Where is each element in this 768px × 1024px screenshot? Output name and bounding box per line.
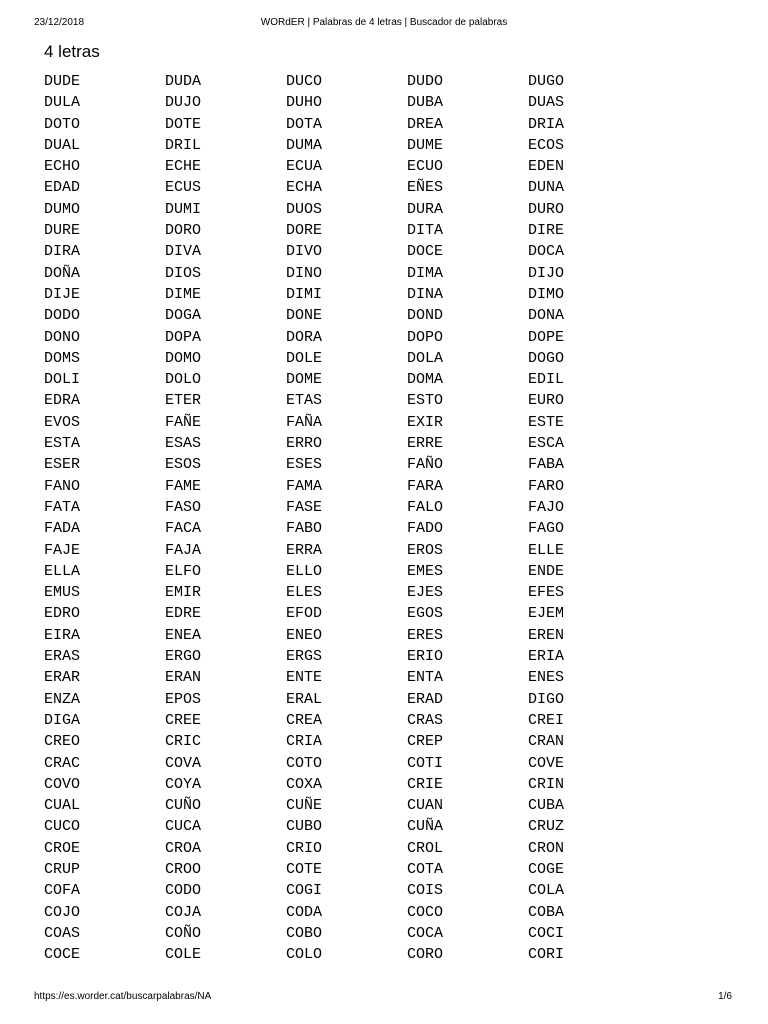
word-cell: DUBA: [407, 94, 444, 112]
word-cell: EIRA: [44, 626, 81, 644]
word-cell: DOMA: [407, 371, 444, 389]
word-cell: CUAN: [407, 797, 444, 815]
word-cell: FASO: [165, 498, 202, 516]
word-cell: ESCA: [528, 435, 565, 453]
word-cell: DORA: [286, 328, 323, 346]
word-cell: DOLO: [165, 371, 202, 389]
word-cell: DOLI: [44, 371, 81, 389]
word-cell: EXIR: [407, 413, 444, 431]
word-cell: COYA: [165, 775, 202, 793]
word-cell: ECUO: [407, 158, 444, 176]
word-cell: ERIO: [407, 648, 444, 666]
word-cell: DIMO: [528, 285, 565, 303]
word-cell: CRIC: [165, 733, 202, 751]
word-cell: FANO: [44, 477, 81, 495]
word-cell: DIVA: [165, 243, 202, 261]
word-cell: DOME: [286, 371, 323, 389]
word-cell: DIOS: [165, 264, 202, 282]
word-cell: DUJO: [165, 94, 202, 112]
word-cell: DITA: [407, 222, 444, 240]
word-cell: FAJA: [165, 541, 202, 559]
word-cell: CRAN: [528, 733, 565, 751]
word-cell: ETAS: [286, 392, 323, 410]
word-cell: ECUS: [165, 179, 202, 197]
word-cell: ELLA: [44, 562, 81, 580]
word-cell: DUNA: [528, 179, 565, 197]
word-cell: ERAR: [44, 669, 81, 687]
word-cell: DUME: [407, 136, 444, 154]
word-cell: ESOS: [165, 456, 202, 474]
word-cell: COVA: [165, 754, 202, 772]
word-cell: DREA: [407, 115, 444, 133]
word-cell: DIGO: [528, 690, 565, 708]
word-cell: DUMI: [165, 200, 202, 218]
word-cell: EFES: [528, 584, 565, 602]
word-cell: COLO: [286, 946, 323, 964]
word-cell: DIME: [165, 285, 202, 303]
word-cell: CRON: [528, 839, 565, 857]
word-cell: DRIA: [528, 115, 565, 133]
print-header: [0, 17, 768, 31]
word-cell: CODA: [286, 903, 323, 921]
word-cell: FARO: [528, 477, 565, 495]
word-cell: DUOS: [286, 200, 323, 218]
word-cell: ENTA: [407, 669, 444, 687]
word-cell: CRIA: [286, 733, 323, 751]
word-cell: ELLE: [528, 541, 565, 559]
word-cell: DUDA: [165, 73, 202, 90]
word-cell: DURA: [407, 200, 444, 218]
word-cell: DRIL: [165, 136, 202, 154]
word-cell: DODO: [44, 307, 81, 325]
word-cell: CORI: [528, 946, 565, 964]
word-cell: FABO: [286, 520, 323, 538]
word-cell: DONA: [528, 307, 565, 325]
word-cell: COCO: [407, 903, 444, 921]
word-cell: CUAL: [44, 797, 81, 815]
word-cell: COÑO: [165, 924, 202, 942]
word-cell: DOPA: [165, 328, 202, 346]
word-cell: COFA: [44, 882, 81, 900]
word-cell: COGI: [286, 882, 323, 900]
word-cell: EMES: [407, 562, 444, 580]
word-cell: DOND: [407, 307, 444, 325]
word-cell: ERRE: [407, 435, 444, 453]
word-cell: DORE: [286, 222, 323, 240]
word-cell: CRUP: [44, 860, 81, 878]
word-cell: COVO: [44, 775, 81, 793]
word-cell: FAME: [165, 477, 202, 495]
word-cell: DUGO: [528, 73, 565, 90]
word-cell: EDRA: [44, 392, 81, 410]
word-cell: COVE: [528, 754, 565, 772]
print-title: WORdER | Palabras de 4 letras | Buscador de palabras: [260, 17, 508, 28]
word-cell: DOTE: [165, 115, 202, 133]
word-cell: ELLO: [286, 562, 323, 580]
word-cell: EJEM: [528, 605, 565, 623]
word-cell: ESES: [286, 456, 323, 474]
word-cell: DIMI: [286, 285, 323, 303]
word-cell: ESTA: [44, 435, 81, 453]
word-cell: EDIL: [528, 371, 565, 389]
word-cell: FACA: [165, 520, 202, 538]
word-cell: CREO: [44, 733, 81, 751]
word-cell: FATA: [44, 498, 81, 516]
word-cell: DOMS: [44, 349, 81, 367]
word-cell: CROA: [165, 839, 202, 857]
word-cell: CROL: [407, 839, 444, 857]
word-cell: ENDE: [528, 562, 565, 580]
word-cell: DURE: [44, 222, 81, 240]
word-cell: CROE: [44, 839, 81, 857]
word-cell: COCA: [407, 924, 444, 942]
word-cell: ECHE: [165, 158, 202, 176]
word-cell: ENTE: [286, 669, 323, 687]
word-cell: EREN: [528, 626, 565, 644]
word-cell: DIVO: [286, 243, 323, 261]
word-cell: DOGA: [165, 307, 202, 325]
word-cell: COGE: [528, 860, 565, 878]
word-cell: COCI: [528, 924, 565, 942]
word-cell: COTA: [407, 860, 444, 878]
word-cell: CRAS: [407, 711, 444, 729]
word-cell: CRIE: [407, 775, 444, 793]
word-cell: EMIR: [165, 584, 202, 602]
word-cell: CUCA: [165, 818, 202, 836]
word-cell: CREP: [407, 733, 444, 751]
word-cell: ELFO: [165, 562, 202, 580]
word-cell: DIJO: [528, 264, 565, 282]
word-cell: DOCE: [407, 243, 444, 261]
word-cell: DUCO: [286, 73, 323, 90]
word-cell: ERES: [407, 626, 444, 644]
word-cell: EFOD: [286, 605, 323, 623]
word-cell: DOÑA: [44, 264, 81, 282]
word-cell: CRIN: [528, 775, 565, 793]
word-cell: EJES: [407, 584, 444, 602]
word-cell: ESER: [44, 456, 81, 474]
word-cell: ENEA: [165, 626, 202, 644]
word-cell: FABA: [528, 456, 565, 474]
word-cell: COAS: [44, 924, 81, 942]
word-cell: DUAS: [528, 94, 565, 112]
word-cell: FAGO: [528, 520, 565, 538]
word-cell: CREE: [165, 711, 202, 729]
word-cell: ENZA: [44, 690, 81, 708]
word-cell: ERRO: [286, 435, 323, 453]
word-cell: EMUS: [44, 584, 81, 602]
word-cell: DOMO: [165, 349, 202, 367]
word-cell: ESTO: [407, 392, 444, 410]
word-cell: ESTE: [528, 413, 565, 431]
word-cell: ERAS: [44, 648, 81, 666]
word-cell: COBO: [286, 924, 323, 942]
word-cell: EÑES: [407, 179, 444, 197]
word-cell: FAÑO: [407, 456, 444, 474]
word-cell: CREA: [286, 711, 323, 729]
word-cell: EGOS: [407, 605, 444, 623]
print-url: https://es.worder.cat/buscarpalabras/NA: [34, 991, 212, 1002]
word-cell: DIRE: [528, 222, 565, 240]
page-number: 1/6: [718, 991, 732, 1002]
word-cell: DOPE: [528, 328, 565, 346]
word-cell: FAMA: [286, 477, 323, 495]
word-cell: ERIA: [528, 648, 565, 666]
word-cell: COTI: [407, 754, 444, 772]
word-cell: COTO: [286, 754, 323, 772]
word-cell: CUCO: [44, 818, 81, 836]
word-cell: FAJO: [528, 498, 565, 516]
word-cell: EDRO: [44, 605, 81, 623]
word-cell: DUMO: [44, 200, 81, 218]
word-cell: CUÑE: [286, 797, 323, 815]
word-cell: CUÑA: [407, 818, 444, 836]
print-footer: [0, 991, 768, 1005]
word-cell: CUBA: [528, 797, 565, 815]
word-cell: ESAS: [165, 435, 202, 453]
word-cell: DUDE: [44, 73, 81, 90]
word-cell: EDEN: [528, 158, 565, 176]
word-cell: CRIO: [286, 839, 323, 857]
word-cell: ENES: [528, 669, 565, 687]
page-heading: 4 letras: [44, 42, 100, 61]
word-cell: DUAL: [44, 136, 81, 154]
word-cell: CREI: [528, 711, 565, 729]
word-cell: COIS: [407, 882, 444, 900]
word-cell: FALO: [407, 498, 444, 516]
word-cell: FADO: [407, 520, 444, 538]
word-cell: CRAC: [44, 754, 81, 772]
word-cell: DOLA: [407, 349, 444, 367]
word-cell: ERRA: [286, 541, 323, 559]
word-cell: DONE: [286, 307, 323, 325]
word-cell: DOGO: [528, 349, 565, 367]
word-cell: EDRE: [165, 605, 202, 623]
word-grid: [44, 71, 664, 965]
word-cell: DOTA: [286, 115, 323, 133]
word-cell: COCE: [44, 946, 81, 964]
word-cell: ERAN: [165, 669, 202, 687]
word-cell: DULA: [44, 94, 81, 112]
word-cell: FAÑA: [286, 413, 323, 431]
word-cell: EURO: [528, 392, 565, 410]
word-cell: FAÑE: [165, 413, 202, 431]
word-cell: FASE: [286, 498, 323, 516]
word-cell: DOTO: [44, 115, 81, 133]
word-cell: FARA: [407, 477, 444, 495]
word-cell: ECOS: [528, 136, 565, 154]
word-cell: ENEO: [286, 626, 323, 644]
word-cell: EPOS: [165, 690, 202, 708]
word-cell: COLA: [528, 882, 565, 900]
word-cell: DINO: [286, 264, 323, 282]
word-cell: COJO: [44, 903, 81, 921]
word-cell: CUÑO: [165, 797, 202, 815]
word-cell: CORO: [407, 946, 444, 964]
word-cell: EVOS: [44, 413, 81, 431]
word-cell: COLE: [165, 946, 202, 964]
word-cell: DORO: [165, 222, 202, 240]
word-cell: FAJE: [44, 541, 81, 559]
word-cell: ECHO: [44, 158, 81, 176]
word-cell: COTE: [286, 860, 323, 878]
word-cell: DOLE: [286, 349, 323, 367]
word-cell: CODO: [165, 882, 202, 900]
word-cell: FADA: [44, 520, 81, 538]
word-cell: COJA: [165, 903, 202, 921]
word-cell: COBA: [528, 903, 565, 921]
word-cell: ECHA: [286, 179, 323, 197]
word-cell: EROS: [407, 541, 444, 559]
word-cell: ECUA: [286, 158, 323, 176]
word-cell: DINA: [407, 285, 444, 303]
word-cell: DOPO: [407, 328, 444, 346]
word-cell: DURO: [528, 200, 565, 218]
word-cell: EDAD: [44, 179, 81, 197]
word-cell: ETER: [165, 392, 202, 410]
word-cell: CROO: [165, 860, 202, 878]
word-cell: ERGO: [165, 648, 202, 666]
word-cell: DIMA: [407, 264, 444, 282]
word-cell: ERAL: [286, 690, 323, 708]
word-cell: DUDO: [407, 73, 444, 90]
word-cell: CRUZ: [528, 818, 565, 836]
word-cell: DUHO: [286, 94, 323, 112]
word-cell: DIRA: [44, 243, 81, 261]
word-cell: ERGS: [286, 648, 323, 666]
word-cell: ERAD: [407, 690, 444, 708]
word-cell: DONO: [44, 328, 81, 346]
word-cell: DIJE: [44, 285, 81, 303]
word-cell: CUBO: [286, 818, 323, 836]
word-cell: DUMA: [286, 136, 323, 154]
print-date: 23/12/2018: [34, 17, 85, 28]
word-cell: DIGA: [44, 711, 81, 729]
word-cell: COXA: [286, 775, 323, 793]
word-cell: ELES: [286, 584, 323, 602]
word-cell: DOCA: [528, 243, 565, 261]
